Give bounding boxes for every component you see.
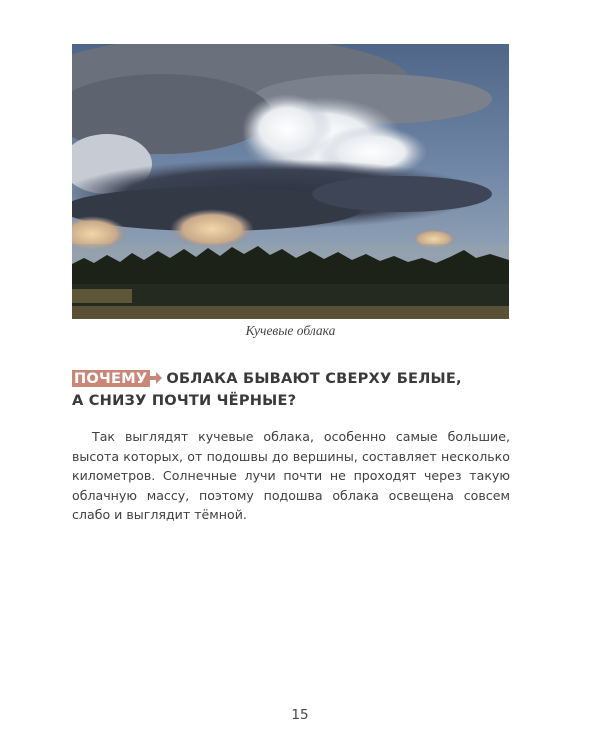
heading-line-1: ОБЛАКА БЫВАЮТ СВЕРХУ БЕЛЫЕ, (166, 370, 462, 387)
body-text (72, 427, 510, 525)
heading-line-2: А СНИЗУ ПОЧТИ ЧЁРНЫЕ? (72, 392, 297, 409)
body-paragraph: Так выглядят кучевые облака, особенно самые большие, высота которых, от подошвы до вершины, составляет несколько километров. Солнечные лучи почти не проходят через такую облачную массу, поэтому подошва облака освещена совсем слабо и выглядит тёмной. (72, 429, 510, 523)
cumulus-clouds-photo (72, 44, 509, 319)
section-heading (72, 369, 522, 411)
figure-caption: Кучевые облака (245, 323, 336, 338)
section-tag: ПОЧЕМУ (72, 370, 150, 387)
arrow-right-icon (150, 371, 162, 391)
page-number: 15 (291, 707, 309, 723)
